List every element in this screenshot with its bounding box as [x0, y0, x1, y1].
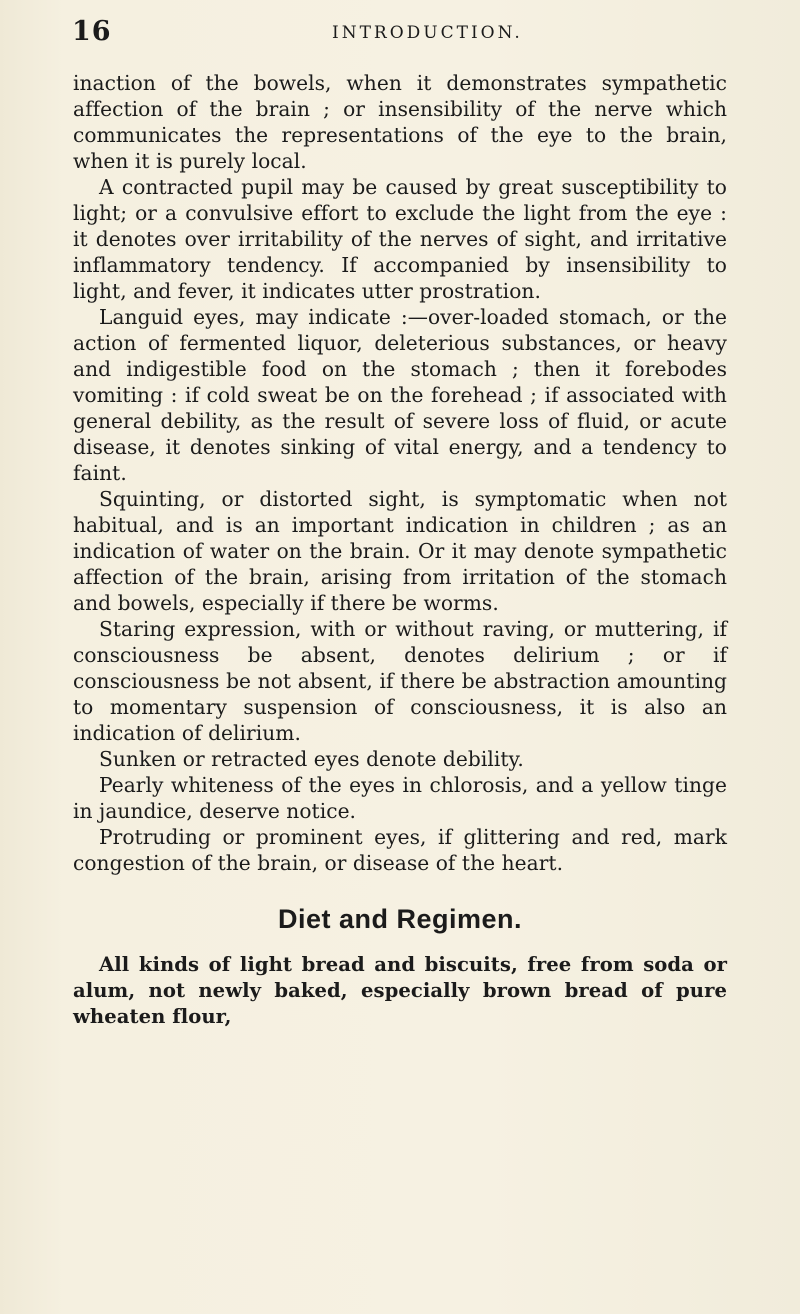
paragraph-pearly-whiteness: Pearly whiteness of the eyes in chlorosis, and a yellow tinge in jaundice, deserve notice.: [73, 773, 727, 823]
section-heading: Diet and Regimen.: [277, 904, 523, 934]
running-title: INTRODUCTION.: [332, 23, 523, 43]
paragraph-staring-expression: Staring expression, with or without raving, or muttering, if consciousness be absent, denotes delirium ; or if consciousness be not absent, if there be abstraction amounting to momentary suspension of consciousness, it is also an indication of delirium.: [73, 617, 727, 745]
body-text: [73, 70, 727, 1030]
page-number: 16: [72, 16, 112, 47]
running-head: [72, 16, 722, 50]
paragraph-diet: All kinds of light bread and biscuits, free from soda or alum, not newly baked, especially brown bread of pure wheaten flour,: [73, 953, 727, 1028]
paragraph-squinting: Squinting, or distorted sight, is symptomatic when not habitual, and is an important indication in children ; as an indication of water on the brain. Or it may denote sympathetic affection of the brain, arising from irritation of the stomach and bowels, especially if there be worms.: [73, 487, 727, 615]
paragraph-languid-eyes: Languid eyes, may indicate :—over-loaded stomach, or the action of fermented liquor, deleterious substances, or heavy and indigestible food on the stomach ; then it forebodes vomiting : if cold sweat be on the forehead ; if associated with general debility, as the result of severe loss of fluid, or acute disease, it denotes sinking of vital energy, and a tendency to faint.: [73, 305, 727, 485]
paragraph-protruding-eyes: Protruding or prominent eyes, if glittering and red, mark congestion of the brain, or disease of the heart.: [73, 825, 727, 875]
paragraph-continuation: inaction of the bowels, when it demonstrates sympathetic affection of the brain ; or insensibility of the nerve which communicates the representations of the eye to the brain, when it is purely local.: [73, 71, 727, 173]
paragraph-contracted-pupil: A contracted pupil may be caused by great susceptibility to light; or a convulsive effort to exclude the light from the eye : it denotes over irritability of the nerves of sight, and irritative inflammatory tendency. If accompanied by insensibility to light, and fever, it indicates utter prostration.: [73, 175, 727, 303]
paragraph-sunken-eyes: Sunken or retracted eyes denote debility.: [99, 747, 524, 771]
